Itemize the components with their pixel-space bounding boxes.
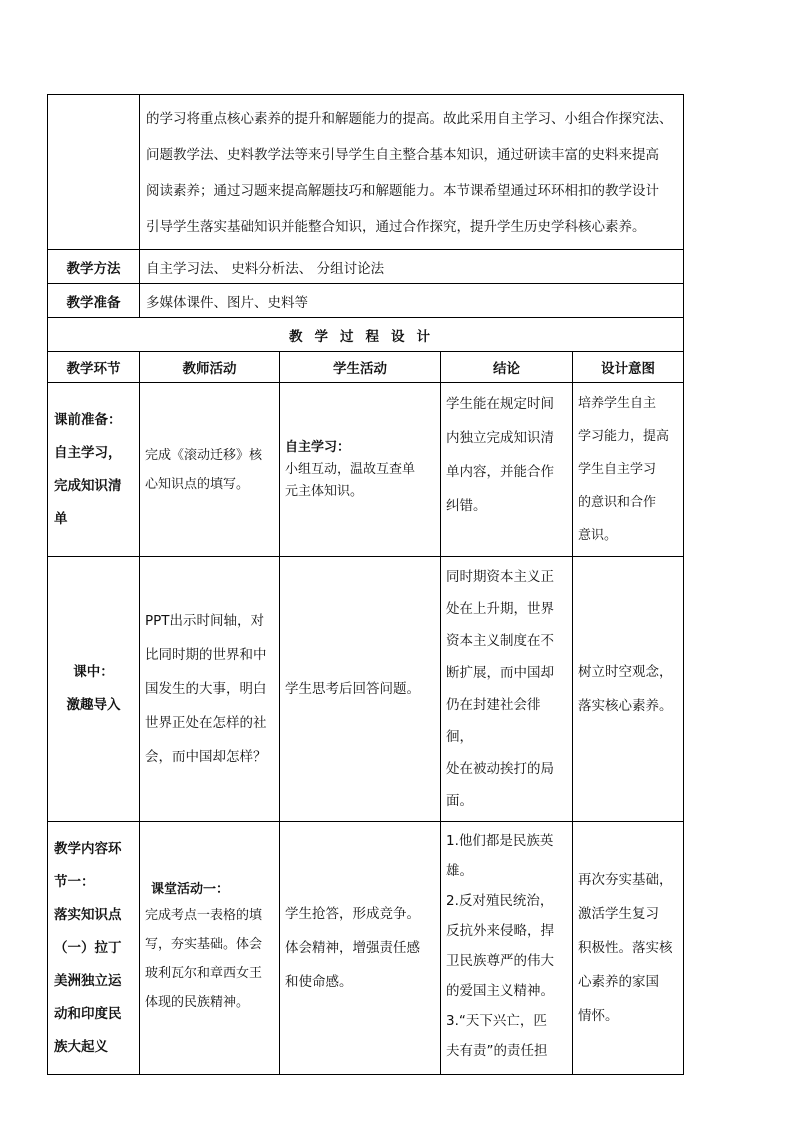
header-stage: 教学环节: [48, 352, 140, 383]
teacher-title: 课堂活动一：: [151, 882, 230, 897]
intro-line: 阅读素养；通过习题来提高解题技巧和解题能力。本节课希望通过环环相扣的教学设计: [146, 183, 659, 199]
intro-paragraph: [140, 95, 684, 250]
student-line: 学生抢答，形成竞争。: [285, 906, 420, 922]
intent-line: 的意识和合作: [578, 495, 657, 510]
student-line: 体会精神，增强责任感: [285, 940, 420, 956]
conclusion-cell: [441, 557, 573, 822]
student-line: 元主体知识。: [285, 483, 364, 499]
conclusion-cell: [441, 822, 573, 1075]
intent-line: 学生自主学习: [578, 462, 657, 477]
header-row: [48, 352, 684, 383]
intro-row: [48, 95, 684, 250]
stage-line: 完成知识清: [54, 477, 122, 494]
conclusion-line: 处在上升期，世界: [446, 601, 554, 617]
prep-row: [48, 284, 684, 318]
conclusion-line: 卫民族尊严的伟大: [446, 953, 554, 969]
conclusion-line: 学生能在规定时间: [446, 396, 554, 412]
conclusion-line: 仍在封建社会徘徊，: [446, 697, 541, 745]
teacher-line: 比同时期的世界和中: [145, 647, 267, 663]
student-cell: [280, 822, 441, 1075]
conclusion-line: 内独立完成知识清: [446, 430, 554, 446]
stage-cell: [48, 383, 140, 557]
conclusion-line: 雄。: [446, 863, 473, 879]
conclusion-line: 夫有责”的责任担: [446, 1043, 548, 1059]
conclusion-line: 1.他们都是民族英: [446, 833, 554, 849]
student-cell: [280, 383, 441, 557]
conclusion-line: 纠错。: [446, 498, 487, 514]
header-conclusion: 结论: [441, 352, 573, 383]
teacher-line: 完成《滚动迁移》核: [145, 447, 263, 463]
table-row: [48, 557, 684, 822]
conclusion-line: 单内容，并能合作: [446, 464, 554, 480]
conclusion-line: 资本主义制度在不: [446, 633, 554, 649]
stage-line: 课前准备：: [54, 411, 122, 428]
student-line: 小组互动，温故互查单: [285, 461, 416, 477]
intent-cell: [573, 822, 684, 1075]
teacher-cell: [140, 383, 280, 557]
method-label: 教学方法: [48, 250, 140, 284]
intent-cell: [573, 557, 684, 822]
stage-line: 自主学习，: [54, 444, 122, 461]
intro-line: 引导学生落实基础知识并能整合知识，通过合作探究，提升学生历史学科核心素养。: [146, 219, 646, 235]
intent-cell: [573, 383, 684, 557]
intent-line: 培养学生自主: [578, 396, 657, 411]
header-student: 学生活动: [280, 352, 441, 383]
table-row: [48, 383, 684, 557]
teacher-line: 国发生的大事，明白: [145, 681, 267, 697]
process-title: 教学过程设计: [48, 318, 684, 352]
lesson-plan-table: [47, 94, 684, 1075]
teacher-line: PPT出示时间轴，对: [145, 613, 265, 629]
prep-value: 多媒体课件、图片、史料等: [140, 284, 684, 318]
intent-line: 心素养的家国: [578, 974, 659, 990]
teacher-line: 心知识点的填写。: [145, 476, 250, 492]
conclusion-line: 3.“天下兴亡，匹: [446, 1013, 547, 1029]
intent-line: 树立时空观念，: [578, 664, 673, 680]
intent-line: 学习能力，提高: [578, 429, 670, 444]
intro-line: 问题教学法、史料教学法等来引导学生自主整合基本知识，通过研读丰富的史料来提高: [146, 147, 659, 163]
stage-line: 落实知识点: [54, 906, 122, 923]
intent-line: 意识。: [578, 528, 618, 543]
student-line: 和使命感。: [285, 974, 353, 990]
teacher-line: 完成考点一表格的填: [145, 908, 263, 923]
student-title: 自主学习：: [285, 439, 351, 455]
stage-cell: [48, 822, 140, 1075]
method-row: [48, 250, 684, 284]
stage-line: 动和印度民: [54, 1005, 122, 1022]
conclusion-line: 同时期资本主义正: [446, 569, 554, 585]
method-value: 自主学习法、 史料分析法、 分组讨论法: [140, 250, 684, 284]
intent-line: 情怀。: [578, 1008, 619, 1024]
teacher-line: 世界正处在怎样的社: [145, 715, 267, 731]
intent-line: 积极性。落实核: [578, 940, 673, 956]
teacher-cell: [140, 822, 280, 1075]
process-title-row: [48, 318, 684, 352]
student-cell: [280, 557, 441, 822]
conclusion-line: 断扩展，而中国却: [446, 665, 554, 681]
intent-line: 落实核心素养。: [578, 698, 673, 714]
teacher-line: 会，而中国却怎样？: [145, 749, 267, 765]
intent-line: 再次夯实基础，: [578, 872, 673, 888]
teacher-line: 玻利瓦尔和章西女王: [145, 966, 263, 981]
header-intent: 设计意图: [573, 352, 684, 383]
teacher-cell: [140, 557, 280, 822]
conclusion-line: 2.反对殖民统治，: [446, 893, 554, 909]
stage-line: 节一：: [54, 873, 95, 890]
conclusion-line: 的爱国主义精神。: [446, 983, 554, 999]
intro-label-cell: [48, 95, 140, 250]
student-line: 学生思考后回答问题。: [285, 681, 420, 697]
stage-cell: [48, 557, 140, 822]
lesson-plan-page: [47, 94, 683, 1075]
intent-line: 激活学生复习: [578, 906, 659, 922]
conclusion-line: 面。: [446, 793, 473, 809]
stage-line: 教学内容环: [54, 840, 122, 857]
stage-line: （一）拉丁: [54, 939, 122, 956]
conclusion-line: 反抗外来侵略，捍: [446, 923, 554, 939]
teacher-line: 体现的民族精神。: [145, 995, 250, 1010]
stage-line: 美洲独立运: [54, 972, 122, 989]
prep-label: 教学准备: [48, 284, 140, 318]
stage-line: 族大起义: [54, 1038, 108, 1055]
teacher-line: 写，夯实基础。体会: [145, 937, 263, 952]
intro-line: 的学习将重点核心素养的提升和解题能力的提高。故此采用自主学习、小组合作探究法、: [146, 111, 673, 127]
conclusion-cell: [441, 383, 573, 557]
conclusion-line: 处在被动挨打的局: [446, 761, 554, 777]
stage-line: 课中：: [73, 664, 114, 680]
stage-line: 激趣导入: [66, 697, 121, 713]
table-row: [48, 822, 684, 1075]
stage-line: 单: [54, 510, 68, 527]
header-teacher: 教师活动: [140, 352, 280, 383]
